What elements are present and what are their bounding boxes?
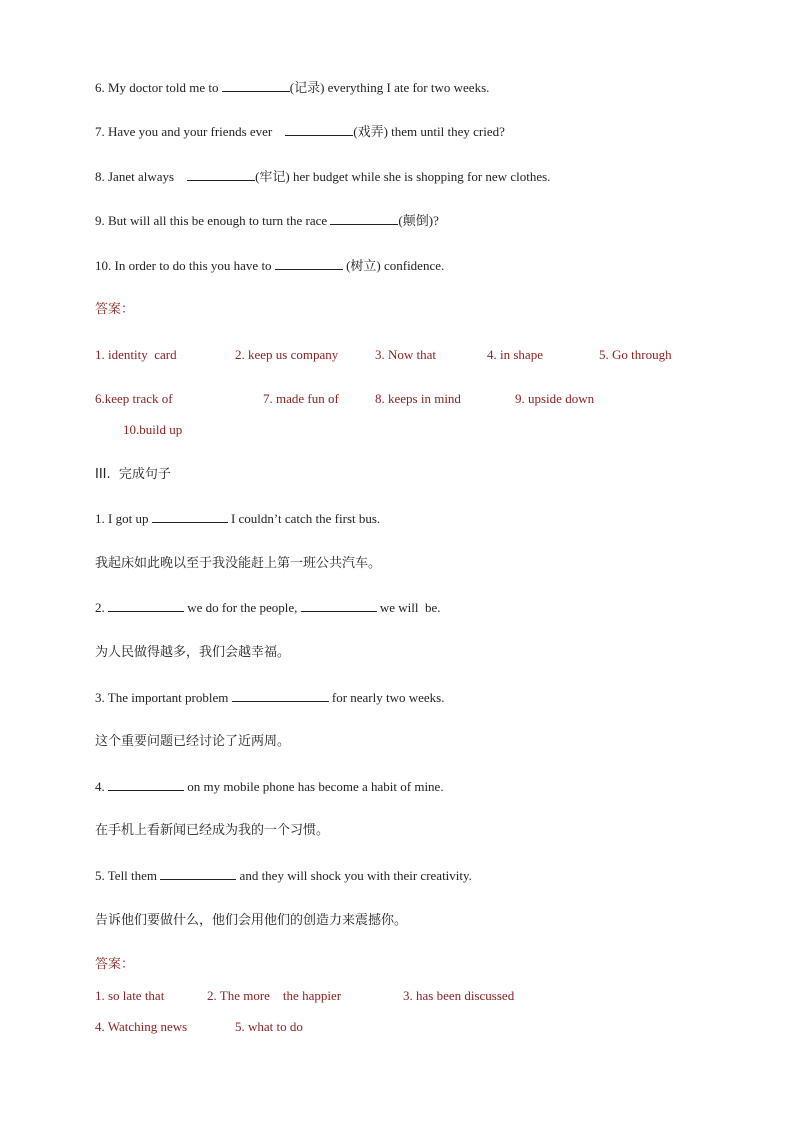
- item-text: 6. My doctor told me to: [95, 80, 222, 95]
- answer-item: 3. Now that: [375, 347, 437, 362]
- item-text: (树立) confidence.: [342, 258, 445, 273]
- answer-item: 8. keeps in mind: [375, 391, 461, 406]
- blank-line: [160, 868, 236, 880]
- blank-line: [275, 258, 343, 270]
- exercise-item-8: [95, 169, 550, 185]
- item-text: 8. Janet always: [95, 169, 188, 184]
- chinese-translation: 为人民做得越多，我们会越幸福。: [95, 645, 291, 660]
- chinese-translation: 在手机上看新闻已经成为我的一个习惯。: [95, 823, 330, 838]
- exercise-item-9: [95, 213, 439, 229]
- item-text: 7. Have you and your friends ever: [95, 124, 286, 139]
- blank-line: [232, 690, 329, 702]
- answer-item: 7. made fun of: [263, 391, 339, 406]
- answer-item: 1. identity card: [95, 347, 177, 362]
- item-text: I couldn’t catch the first bus.: [227, 511, 381, 526]
- blank-line: [187, 169, 255, 181]
- blank-line: [330, 213, 398, 225]
- chinese-translation: 我起床如此晚以至于我没能赶上第一班公共汽车。: [95, 556, 382, 571]
- exercise-item-7: [95, 124, 505, 140]
- blank-line: [301, 600, 377, 612]
- exercise-item-6: [95, 80, 489, 96]
- answer-item: 9. upside down: [515, 391, 595, 406]
- blank-line: [108, 600, 184, 612]
- item-text: on my mobile phone has become a habit of mine.: [184, 779, 444, 794]
- item-text: 4.: [95, 779, 108, 794]
- item-text: (戏弄) them until they cried?: [353, 124, 505, 139]
- answer-item: 3. has been discussed: [403, 988, 515, 1003]
- answer-item: 1. so late that: [95, 988, 165, 1003]
- answer-item: 10.build up: [123, 422, 183, 437]
- item-text: 5. Tell them: [95, 868, 161, 883]
- item-text: (颠倒)?: [398, 213, 439, 228]
- item-text: 9. But will all this be enough to turn the race: [95, 213, 331, 228]
- exercise-item-3: [95, 690, 445, 706]
- answer-item: 2. keep us company: [235, 347, 339, 362]
- answer-item: 5. Go through: [599, 347, 672, 362]
- answer-heading: 答案：: [95, 302, 135, 317]
- answer-item: 2. The more the happier: [207, 988, 342, 1003]
- answer-item: 5. what to do: [235, 1019, 303, 1034]
- item-text: 3. The important problem: [95, 690, 232, 705]
- exercise-item-5: [95, 868, 472, 884]
- chinese-translation: 这个重要问题已经讨论了近两周。: [95, 734, 291, 749]
- item-text: (记录) everything I ate for two weeks.: [289, 80, 490, 95]
- item-text: we do for the people,: [184, 600, 301, 615]
- item-text: we will be.: [376, 600, 441, 615]
- answer-item: 4. Watching news: [95, 1019, 188, 1034]
- exercise-item-1: [95, 511, 380, 527]
- exercise-item-2: [95, 600, 441, 616]
- blank-line: [285, 124, 353, 136]
- blank-line: [222, 80, 290, 92]
- blank-line: [152, 511, 228, 523]
- item-text: for nearly two weeks.: [328, 690, 445, 705]
- item-text: (牢记) her budget while she is shopping for new clothes.: [255, 169, 551, 184]
- blank-line: [108, 779, 184, 791]
- chinese-translation: 告诉他们要做什么，他们会用他们的创造力来震撼你。: [95, 913, 408, 928]
- answer-item: 4. in shape: [487, 347, 543, 362]
- section-title: III. 完成句子: [95, 467, 171, 482]
- item-text: 2.: [95, 600, 108, 615]
- exercise-item-4: [95, 779, 444, 795]
- answer-heading: 答案：: [95, 957, 135, 972]
- item-text: and they will shock you with their creativity.: [236, 868, 472, 883]
- item-text: 10. In order to do this you have to: [95, 258, 275, 273]
- exercise-item-10: [95, 258, 444, 274]
- item-text: 1. I got up: [95, 511, 152, 526]
- answer-item: 6.keep track of: [95, 391, 173, 406]
